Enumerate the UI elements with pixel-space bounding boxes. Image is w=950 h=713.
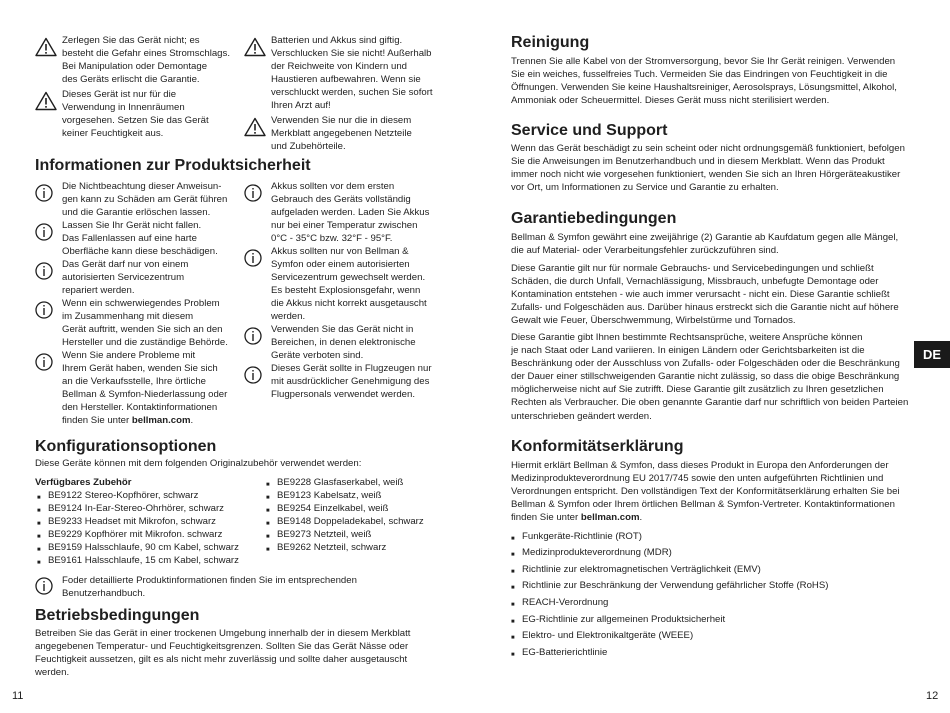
info-icon (244, 249, 262, 267)
list-item: ■ BE9124 In-Ear-Stereo-Ohrhörer, schwarz (48, 502, 239, 515)
list-item: ■ BE9123 Kabelsatz, weiß (277, 489, 424, 502)
info-icon (244, 366, 262, 384)
conformity-text: Hiermit erklärt Bellman & Symfon, dass dieses Produkt in Europa den Anforderungen der Medizinprodukteverordnung EU 2017/745 sowie den unten aufgeführten Richtlinien und Verordnungen entspricht. Den vollständigen Text der Konformitätserklärung erhalten Sie bei Bellman & Symfon oder Ihrem örtlichen Bellman & Symfon-Vertreter. Kontaktinformationen finden Sie unter bellman.com. (511, 460, 900, 524)
list-item: ■ BE9262 Netzteil, schwarz (277, 541, 424, 554)
warning-icon (244, 117, 266, 137)
accessory-list (277, 476, 424, 555)
list-item: ■ BE9233 Headset mit Mikrofon, schwarz (48, 515, 239, 528)
info-icon (35, 184, 53, 202)
safety-item: Lassen Sie Ihr Gerät nicht fallen. Das Fallenlassen auf eine harte Oberfläche kann diese beschädigen. (62, 220, 218, 258)
safety-item: Akkus sollten vor dem ersten Gebrauch des Geräts vollständig aufgeladen werden. Laden Sie Akkus nur bei einer Temperatur zwischen 0°C - 35°C bzw. 32°F - 95°F. (271, 181, 430, 245)
website-link[interactable]: bellman.com (580, 512, 640, 524)
list-item: ■ BE9159 Halsschlaufe, 90 cm Kabel, schwarz (48, 541, 239, 554)
warning-text: Verwenden Sie nur die in diesem Merkblatt angegebenen Netzteile und Zubehörteile. (271, 115, 412, 153)
page-number: 12 (926, 690, 939, 702)
operating-text: Betreiben Sie das Gerät in einer trockenen Umgebung innerhalb der in diesem Merkblatt angegebenen Temperatur- und Feuchtigkeitsgrenzen. Sollten Sie das Gerät Nässe oder Feuchtigkeit aussetzen, gilt es als nicht mehr zuverlässig und sollte daher ausgetauscht werden. (35, 628, 411, 679)
section-heading: Service und Support (511, 122, 668, 139)
info-icon (244, 327, 262, 345)
directive-item: ■ EG-Batterierichtlinie (522, 646, 607, 659)
directive-item: ■ Richtlinie zur Beschränkung der Verwendung gefährlicher Stoffe (RoHS) (522, 579, 828, 592)
warning-text: Dieses Gerät ist nur für die Verwendung in Innenräumen vorgesehen. Setzen Sie das Gerät keiner Feuchtigkeit aus. (62, 89, 209, 140)
safety-item: Wenn ein schwerwiegendes Problem im Zusammenhang mit diesem Gerät auftritt, wenden Sie sich an den Hersteller und die zuständige Behörde. (62, 298, 228, 349)
info-icon (244, 184, 262, 202)
warranty-text: Bellman & Symfon gewährt eine zweijährige (2) Garantie ab Kaufdatum gegen alle Mängel, die auf Material- oder Verarbeitungsfehler zurückzuführen sind. (511, 232, 899, 257)
info-icon (35, 577, 53, 595)
service-text: Wenn das Gerät beschädigt zu sein scheint oder nicht ordnungsgemäß funktioniert, befolgen Sie die Anweisungen im Benutzerhandbuch und in diesem Merkblatt. Wenn das Produkt immer noch nicht wie vorgesehen funktioniert, wenden Sie sich an Ihren Hörgeräteakustiker vor Ort, um Informationen zu Service und Garantie zu erhalten. (511, 143, 905, 194)
safety-item: Verwenden Sie das Gerät nicht in Bereichen, in denen elektronische Geräte verboten sind. (271, 324, 416, 362)
directive-item: ■ Richtlinie zur elektromagnetischen Verträglichkeit (EMV) (522, 563, 761, 576)
safety-item: Das Gerät darf nur von einem autorisierten Servicezentrum repariert werden. (62, 259, 189, 297)
directive-item: ■ EG-Richtlinie zur allgemeinen Produktsicherheit (522, 613, 725, 626)
warranty-text: Diese Garantie gibt Ihnen bestimmte Rechtsansprüche, weitere Ansprüche können je nach Staat oder Land variieren. In einigen Ländern oder Gerichtsbarkeiten ist die Beschränkung oder der Ausschluss von Zufalls- oder Folgeschäden oder die Beschränkung der Dauer einer stillschweigenden Garantie nicht zulässig, so dass die obige Beschränkung möglicherweise nicht auf Sie zutrifft. Diese Garantie gilt zusätzlich zu Ihren gesetzlichen Rechten als Verbraucher. Die oben genannte Garantie darf nur schriftlich von beiden Parteien unterschrieben geändert werden. (511, 332, 909, 422)
section-heading: Konfigurationsoptionen (35, 438, 217, 455)
safety-item: Die Nichtbeachtung dieser Anweisun- gen kann zu Schäden am Gerät führen und die Garantie erlöschen lassen. (62, 181, 228, 219)
warning-icon (35, 91, 57, 111)
list-item: ■ BE9148 Doppeladekabel, schwarz (277, 515, 424, 528)
config-intro: Diese Geräte können mit dem folgenden Originalzubehör verwendet werden: (35, 458, 362, 469)
section-heading: Betriebsbedingungen (35, 607, 200, 624)
warning-icon (244, 37, 266, 57)
safety-item: Wenn Sie andere Probleme mit Ihrem Gerät haben, wenden Sie sich an die Verkaufsstelle, Ihre örtliche Bellman & Symfon-Niederlassung oder den Hersteller. Kontaktinformationen finden Sie unter bellman.com. (62, 350, 228, 427)
cleaning-text: Trennen Sie alle Kabel von der Stromversorgung, bevor Sie Ihr Gerät reinigen. Verwenden Sie ein weiches, fusselfreies Tuch. Vermeiden Sie das Eindringen von Feuchtigkeit in die Öffnungen. Verwenden Sie keine Haushaltsreiniger, Aerosolsprays, Lösungsmittel, Alkohol, Ammoniak oder Scheuermittel. Dieses Gerät muss nicht sterilisiert werden. (511, 56, 897, 107)
info-icon (35, 301, 53, 319)
list-item: ■ BE9122 Stereo-Kopfhörer, schwarz (48, 489, 239, 502)
section-heading: Informationen zur Produktsicherheit (35, 157, 311, 174)
section-heading: Konformitätserklärung (511, 438, 684, 455)
section-heading: Reinigung (511, 34, 590, 51)
list-item: ■ BE9228 Glasfaserkabel, weiß (277, 476, 424, 489)
language-tab: DE (914, 341, 950, 368)
list-item: ■ BE9161 Halsschlaufe, 15 cm Kabel, schwarz (48, 554, 239, 567)
directive-item: ■ Medizinprodukteverordnung (MDR) (522, 546, 672, 559)
safety-item: Akkus sollten nur von Bellman & Symfon oder einem autorisierten Servicezentrum gewechselt werden. Es besteht Explosionsgefahr, wenn die Akkus nicht korrekt ausgetauscht werden. (271, 246, 427, 323)
config-info: Foder detaillierte Produktinformationen finden Sie im entsprechenden Benutzerhandbuch. (62, 575, 357, 600)
section-heading: Garantiebedingungen (511, 210, 677, 227)
warranty-text: Diese Garantie gilt nur für normale Gebrauchs- und Servicebedingungen und schließt Schäden, die durch Unfall, Vernachlässigung, Missbrauch, unbefugte Demontage oder Kontamination entstehen - wie auch immer verursacht - nicht ein. Diese Garantie schließt Zufalls- und Folgeschäden aus. Darüber hinaus erstreckt sich die Garantie nicht auf höhere Gewalt wie Feuer, Überschwemmung, Wirbelstürme und Tornados. (511, 263, 899, 327)
warning-icon (35, 37, 57, 57)
info-icon (35, 223, 53, 241)
directive-item: ■ Funkgeräte-Richtlinie (ROT) (522, 530, 642, 543)
info-icon (35, 262, 53, 280)
list-item: ■ BE9229 Kopfhörer mit Mikrofon. schwarz (48, 528, 239, 541)
list-item: ■ BE9273 Netzteil, weiß (277, 528, 424, 541)
config-subheading: Verfügbares Zubehör (35, 477, 132, 488)
page-number: 11 (12, 690, 24, 702)
warning-text: Batterien und Akkus sind giftig. Verschlucken Sie sie nicht! Außerhalb der Reichweite von Kindern und Haustieren aufbewahren. Wenn sie verschluckt werden, suchen Sie sofort Ihren Arzt auf! (271, 35, 433, 112)
safety-item: Dieses Gerät sollte in Flugzeugen nur mit ausdrücklicher Genehmigung des Flugpersonals verwendet werden. (271, 363, 432, 401)
info-icon (35, 353, 53, 371)
list-item: ■ BE9254 Einzelkabel, weiß (277, 502, 424, 515)
website-link[interactable]: bellman.com (131, 415, 191, 427)
accessory-list (48, 489, 239, 568)
directive-item: ■ Elektro- und Elektronikaltgeräte (WEEE) (522, 629, 693, 642)
directive-item: ■ REACH-Verordnung (522, 596, 608, 609)
warning-text: Zerlegen Sie das Gerät nicht; es besteht die Gefahr eines Stromschlags. Bei Manipulation oder Demontage des Geräts erlischt die Garantie. (62, 35, 230, 86)
